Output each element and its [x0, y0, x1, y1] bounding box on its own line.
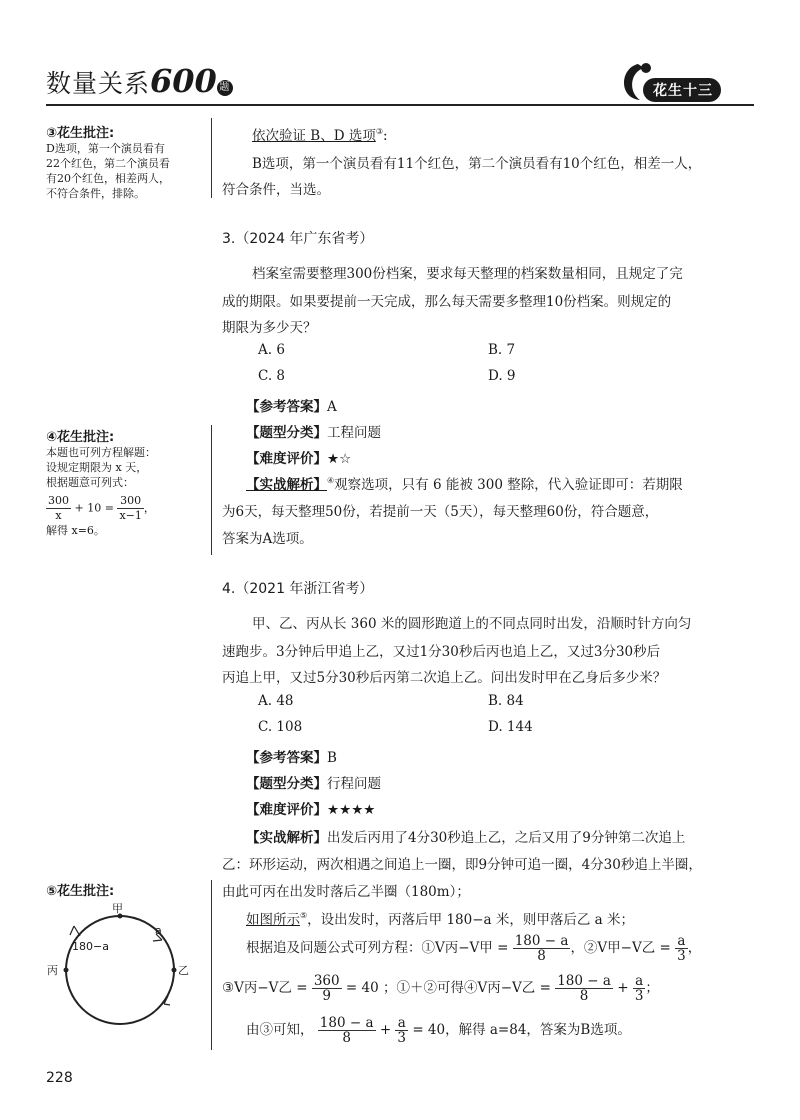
page-number: 228	[46, 1070, 73, 1086]
label-jia: 甲	[112, 902, 123, 915]
q3-stem: 期限为多少天？	[222, 320, 317, 336]
q4-heading: 4.（2021 年浙江省考）	[222, 581, 374, 597]
q4-option-d: D. 144	[488, 719, 533, 735]
book-title: 数量关系600 题	[46, 62, 233, 100]
q4-option-a: A. 48	[258, 693, 294, 709]
q3-option-a: A. 6	[258, 342, 285, 358]
q4-analysis: 【实战解析】出发后丙用了4分30秒追上乙，之后又用了9分钟第二次追上	[246, 830, 686, 846]
q3-answer: 【参考答案】A	[246, 399, 337, 415]
label-yi: 乙	[178, 964, 189, 977]
note-4-equation: $\frac{300}{x}$ + 10 = $\frac{300}{x-1}$ ，	[48, 494, 155, 522]
sidebar-rule	[211, 118, 212, 198]
q3-stem: 档案室需要整理300份档案，要求每天整理的档案数量相同，且规定了完	[252, 266, 683, 282]
q4-option-b: B. 84	[488, 693, 524, 709]
q4-equation-line-2: ③V丙−V乙 = $\frac{360}{9}$ = 40 ；①＋②可得④V丙−V乙 = $\frac{180 - a}{8}$ + $\frac{a}{3}$ ；	[222, 973, 659, 1004]
q4-answer: 【参考答案】B	[246, 750, 337, 766]
q3-option-c: C. 8	[258, 368, 286, 384]
note-4: ④花生批注: 本题也可列方程解题： 设规定期限为 x 天， 根据题意可列式： $\frac{300}{x}$ + 10 = $\frac{300}{x-1}$ ， 解得 x=6。	[46, 426, 206, 538]
q4-analysis: 乙：环形运动，两次相遇之间追上一圈，即9分钟可追一圈，4分30秒追上半圈，	[222, 857, 702, 873]
q3-type: 【题型分类】工程问题	[246, 425, 381, 441]
prev-line: 依次验证 B、D 选项③:	[252, 127, 388, 144]
q4-type: 【题型分类】行程问题	[246, 776, 381, 792]
q3-analysis: 为6天，每天整理50份，若提前一天（5天），每天整理60份，符合题意，	[222, 504, 659, 520]
q4-conclusion: 由③可知， $\frac{180 - a}{8}$ + $\frac{a}{3}$ = 40，解得 a=84，答案为B选项。	[246, 1015, 631, 1046]
point-bing	[64, 968, 69, 973]
q4-equation-line-1: 根据追及问题公式可列方程：①V丙−V甲 = $\frac{180 - a}{8}$ ，②V甲−V乙 = $\frac{a}{3}$ ，	[246, 933, 702, 964]
brand-name: 花生十三	[643, 78, 721, 102]
note-3: ③花生批注: D选项，第一个演员看有 22个红色，第二个演员看 有20个红色，相差两人， 不符合条件，排除。	[46, 126, 170, 200]
label-a: a	[155, 924, 162, 937]
label-180-a: 180−a	[72, 940, 109, 953]
q3-option-b: B. 7	[488, 342, 516, 358]
label-bing: 丙	[47, 964, 58, 977]
header-rule	[46, 104, 754, 106]
note-5-title: ⑤花生批注:	[46, 884, 115, 899]
prev-line: B选项，第一个演员看有11个红色，第二个演员看有10个红色，相差一人，	[252, 156, 702, 172]
sidebar-rule	[211, 880, 212, 1050]
point-yi	[172, 968, 177, 973]
sidebar-rule	[211, 425, 212, 555]
q4-difficulty: 【难度评价】★★★★	[246, 802, 376, 818]
arrow-icon	[70, 926, 80, 936]
q4-stem: 丙追上甲，又过5分30秒后丙第二次追上乙。问出发时甲在乙身后多少米？	[222, 670, 667, 686]
q3-option-d: D. 9	[488, 368, 516, 384]
q4-stem: 速跑步。3分钟后甲追上乙，又过1分30秒后丙也追上乙，又过3分30秒后	[222, 644, 661, 660]
q3-analysis: 【实战解析】④观察选项，只有 6 能被 300 整除，代入验证即可：若期限	[246, 476, 683, 493]
q3-difficulty: 【难度评价】★☆	[246, 451, 352, 467]
q4-stem: 甲、乙、丙从长 360 米的圆形跑道上的不同点同时出发，沿顺时针方向匀	[252, 616, 692, 632]
q3-analysis: 答案为A选项。	[222, 531, 313, 547]
q3-heading: 3.（2024 年广东省考）	[222, 231, 374, 247]
q4-analysis: 由此可丙在出发时落后乙半圈（180m）；	[222, 884, 470, 900]
q3-stem: 成的期限。如果要提前一天完成，那么每天需要多整理10份档案。则规定的	[222, 294, 672, 310]
q4-option-c: C. 108	[258, 719, 303, 735]
q4-figure-ref: 如图所示⑤，设出发时，丙落后甲 180−a 米，则甲落后乙 a 米；	[246, 911, 635, 928]
prev-line: 符合条件，当选。	[222, 182, 330, 198]
